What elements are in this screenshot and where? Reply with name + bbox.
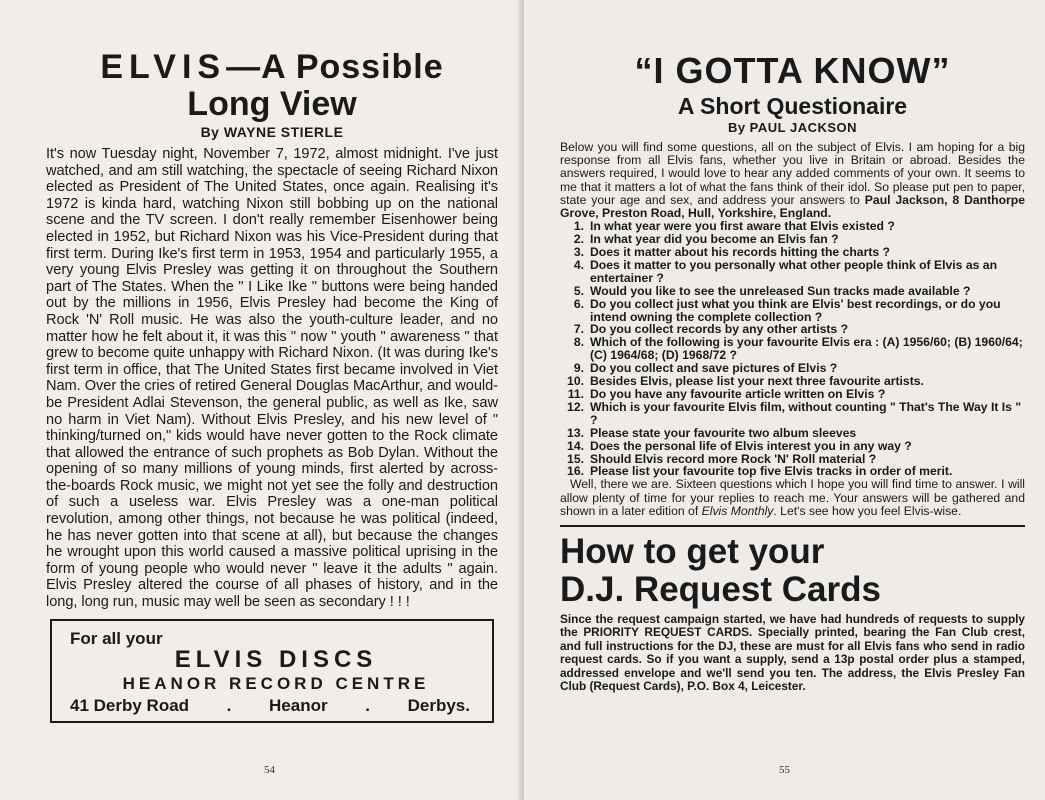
- question-item: [560, 440, 1025, 453]
- question-number: 14.: [567, 438, 584, 453]
- question-number: 13.: [567, 425, 584, 440]
- question-text: Do you collect records by any other artists ?: [590, 322, 849, 337]
- questionnaire-subtitle: A Short Questionaire: [677, 93, 908, 119]
- question-text: Does the personal life of Elvis interest you in any way ?: [590, 438, 912, 453]
- question-item: [560, 388, 1025, 401]
- question-text: Would you like to see the unreleased Sun tracks made available ?: [590, 283, 971, 298]
- request-cards-title-1: How to get your: [560, 531, 825, 571]
- outro-end: . Let's see how you feel Elvis-wise.: [773, 503, 962, 518]
- question-number: 10.: [567, 374, 584, 389]
- question-text: Besides Elvis, please list your next three favourite artists.: [590, 374, 924, 389]
- question-number: 8.: [573, 335, 584, 350]
- question-text: Should Elvis record more Rock 'N' Roll material ?: [590, 451, 877, 466]
- question-item: [560, 298, 1025, 324]
- questionnaire-title: “I GOTTA KNOW”: [634, 50, 951, 91]
- ad-line-2: ELVIS DISCS: [174, 645, 378, 673]
- question-text: Do you have any favourite article written on Elvis ?: [590, 387, 886, 401]
- intro-text: Below you will find some questions, all on the subject of Elvis. I am hoping for a big response from all Elvis fans, whether you live in Britain or abroad. Besides the answers required, I would love to hear any added comments of your own. It seems to me that it matters a lot of what the fans think of their idol. So please put pen to paper, state your age and sex, and address your answers to: [560, 140, 1025, 207]
- question-text: Which is your favourite Elvis film, without counting " That's The Way It Is " ?: [590, 399, 1022, 427]
- question-number: 4.: [573, 257, 584, 272]
- right-page: [524, 0, 1045, 800]
- questionnaire-outro: [560, 478, 1025, 518]
- question-text: Do you collect just what you think are Elvis' best recordings, or do you intend owning the complete collection ?: [590, 296, 1001, 324]
- intro-address: Paul Jackson, 8 Danthorpe Grove, Preston Road, Hull, Yorkshire, England.: [560, 192, 1026, 221]
- question-number: 12.: [567, 399, 584, 414]
- outro-magazine-name: Elvis Monthly: [701, 503, 774, 518]
- title-elvis: ELVIS: [100, 48, 227, 86]
- ad-street: 41 Derby Road: [70, 695, 190, 715]
- question-text: In what year did you become an Elvis fan ?: [590, 232, 839, 247]
- question-text: Which of the following is your favourite Elvis era : (A) 1956/60; (B) 1960/64; (C) 1964/68; (D) 1968/72 ?: [590, 335, 1023, 363]
- question-number: 3.: [573, 245, 584, 260]
- question-number: 2.: [573, 232, 584, 247]
- ad-county: Derbys.: [407, 695, 470, 715]
- ad-line-1: For all your: [70, 628, 163, 648]
- question-number: 16.: [567, 464, 584, 479]
- question-number: 9.: [573, 361, 584, 376]
- title-dash: —: [226, 48, 262, 86]
- advertisement-box: [50, 619, 494, 723]
- question-number: 1.: [573, 219, 584, 234]
- ad-town: Heanor: [269, 695, 328, 715]
- question-text: Please list your favourite top five Elvis tracks in order of merit.: [590, 464, 953, 479]
- page-number-right: 55: [779, 764, 790, 776]
- question-item: [560, 246, 1025, 259]
- question-text: Does it matter about his records hitting the charts ?: [590, 245, 890, 260]
- question-text: Does it matter to you personally what other people think of Elvis as an entertainer ?: [590, 257, 998, 285]
- question-number: 5.: [573, 283, 584, 298]
- question-item: [560, 401, 1025, 427]
- questionnaire-intro: [560, 141, 1025, 220]
- question-item: [560, 427, 1025, 440]
- question-text: Do you collect and save pictures of Elvis ?: [590, 361, 838, 376]
- question-number: 11.: [567, 387, 584, 401]
- section-divider: [560, 525, 1025, 527]
- title-possible: A Possible: [261, 48, 444, 86]
- article-byline: By WAYNE STIERLE: [200, 124, 344, 140]
- article-title-line2: Long View: [187, 85, 357, 123]
- page-number-left: 54: [264, 764, 275, 776]
- question-item: [560, 285, 1025, 298]
- article-title: [46, 48, 498, 86]
- question-number: 15.: [567, 451, 584, 466]
- request-cards-body: Since the request campaign started, we have had hundreds of requests to supply the PRIORITY REQUEST CARDS. Specially printed, bearing the Fan Club crest, and full instructions for the DJ, these are must for all Elvis fans who send in radio request cards. So if you want a supply, send a 13p postal order plus a stamped, addressed envelope and we'll send you ten. The address, the Elvis Presley Fan Club (Request Cards), P.O. Box 4, Leicester.: [560, 611, 1025, 693]
- request-cards-title-2: D.J. Request Cards: [560, 569, 881, 609]
- outro-text: Well, there we are. Sixteen questions which I hope you will find time to answer. I will allow plenty of time for your replies to reach me. Your answers will be gathered and shown in a later edition of: [560, 477, 1025, 518]
- questionnaire-byline: By PAUL JACKSON: [727, 120, 858, 135]
- question-item: [560, 336, 1025, 362]
- left-page: [0, 0, 522, 800]
- ad-line-3: HEANOR RECORD CENTRE: [122, 673, 430, 693]
- article-body: It's now Tuesday night, November 7, 1972, almost midnight. I've just watched, and am still watching, the spectacle of seeing Richard Nixon elected as President of The United States, once again. Realising it's 1972 is kinda hard, watching Nixon still bobbing up on the national scene and the TV screen. I don't really remember Eisenhower being elected in 1952, but Richard Nixon was his Vice-President during that first term. During Ike's first term in 1953, 1954 and particularly 1955, a very young Elvis Presley was getting it on throughout the Southern part of The States. When the " I Like Ike " buttons were being handed out by the millions in 1956, Elvis Presley had become the King of Rock 'N' Roll music. He was also the youth-culture leader, and no matter how he felt about it, it was this " now " youth " awareness " that grew to become quite unhappy with Richard Nixon. (It was during Ike's first term in office, that The United States first became involved in Viet Nam. Over the cries of retired General Douglas MacArthur, and would-be President Adlai Stevenson, the general public, as well as Ike, saw no harm in Viet Nam). Without Elvis Presley, and his new level of " thinking/turned on," kids would have never gotten to the Rock climate that allowed the entrance of such prophets as Bob Dylan. Without the opening of so many millions of young minds, first alerted by across-the-boards Rock music, we might not yet see the folly and destruction of such a useless war. Elvis Presley was a one-man political revolution, among other things, not because he was political (indeed, he has never gotten into that scene at all), but because the changes he wrought upon this world caused a massive political uprising in the form of young people who would never " leave it the adults " again. Elvis Presley altered the course of all phases of history, and in the long, long run, music may well be seen as secondary ! ! !: [46, 146, 498, 611]
- question-number: 6.: [573, 296, 584, 311]
- ad-address: [70, 695, 482, 717]
- ad-separator: .: [365, 695, 370, 715]
- question-text: Please state your favourite two album sleeves: [590, 425, 857, 440]
- question-number: 7.: [573, 322, 584, 337]
- question-text: In what year were you first aware that Elvis existed ?: [590, 219, 895, 234]
- question-item: [560, 259, 1025, 285]
- question-list: [560, 220, 1025, 478]
- ad-separator: .: [226, 695, 232, 715]
